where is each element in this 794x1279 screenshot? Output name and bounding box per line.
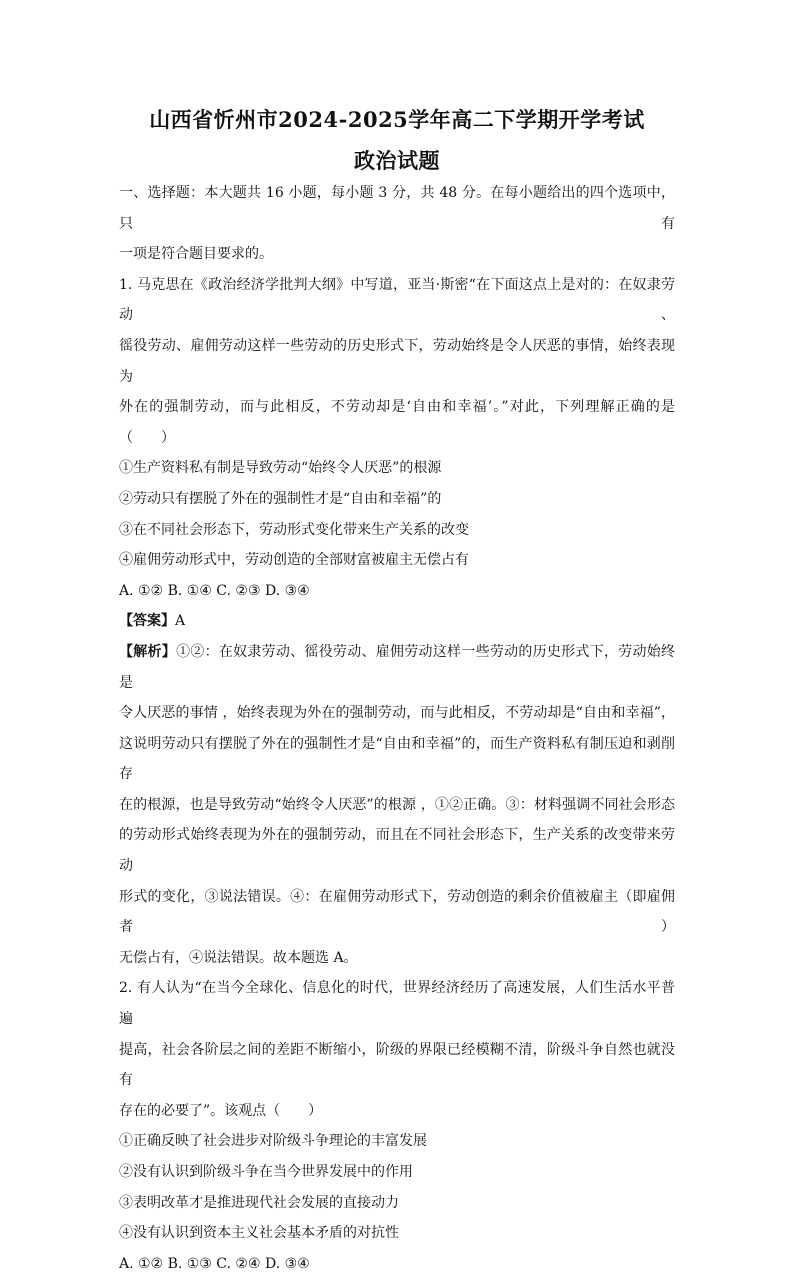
question-1-option: ②劳动只有摆脱了外在的强制性才是“自由和幸福”的 [119, 490, 442, 507]
analysis-label: 【解析】 [119, 643, 177, 660]
document-subtitle: 政治试题 [354, 148, 440, 173]
question-1-analysis-line: 无偿占有，④说法错误。故本题选 A。 [119, 949, 358, 966]
question-2-option: ③表明改革才是推进现代社会发展的直接动力 [119, 1194, 399, 1211]
question-2-option: ②没有认识到阶级斗争在当今世界发展中的作用 [119, 1164, 413, 1180]
question-1-option: ③在不同社会形态下，劳动形式变化带来生产关系的改变 [119, 521, 469, 538]
section-header-line: 一、选择题：本大题共 16 小题，每小题 3 分，共 48 分。在每小题给出的四个选项中，只有 [119, 185, 675, 232]
question-2-option: ④没有认识到资本主义社会基本矛盾的对抗性 [119, 1225, 399, 1242]
question-1-analysis-line: 令人厌恶的事情 ，始终表现为外在的强制劳动，而与此相反，不劳动却是“自由和幸福”， [119, 705, 675, 722]
question-1-answer [119, 606, 675, 637]
question-1-option: ④雇佣劳动形式中，劳动创造的全部财富被雇主无偿占有 [119, 552, 469, 569]
question-2-stem-line: 存在的必要了”。该观点（ ） [119, 1102, 323, 1119]
question-1-analysis-line: 这说明劳动只有摆脱了外在的强制性才是“自由和幸福”的，而生产资料私有制压迫和剥削存 [119, 735, 675, 783]
question-1-stem-line: 1. 马克思在《政治经济学批判大纲》中写道，亚当·斯密“在下面这点上是对的：在奴隶劳动、 [119, 276, 675, 324]
question-1-option: ①生产资料私有制是导致劳动“始终令人厌恶”的根源 [119, 460, 442, 477]
question-1-stem-line: 徭役劳动、雇佣劳动这样一些劳动的历史形式下，劳动始终是令人厌恶的事情，始终表现为 [119, 337, 675, 385]
answer-label: 【答案】 [119, 613, 175, 630]
question-1-stem-line: 外在的强制劳动，而与此相反，不劳动却是‘自由和幸福’。”对此，下列理解正确的是 [119, 399, 675, 416]
question-1-analysis-line: 形式的变化，③说法错误。④：在雇佣劳动形式下，劳动创造的剩余价值被雇主（即雇佣者） [119, 888, 675, 936]
question-1-analysis-line: 在的根源，也是导致劳动“始终令人厌恶”的根源 ，①②正确。③：材料强调不同社会形态 [119, 796, 675, 813]
answer-value: A [175, 613, 186, 630]
question-1-analysis-line: 的劳动形式始终表现为外在的强制劳动，而且在不同社会形态下，生产关系的改变带来劳动 [119, 827, 675, 875]
document-body [119, 178, 675, 1279]
question-2-choices: A. ①② B. ①③ C. ②④ D. ③④ [119, 1255, 310, 1272]
analysis-text: ①②：在奴隶劳动、徭役劳动、雇佣劳动这样一些劳动的历史形式下，劳动始终是 [119, 643, 676, 691]
section-header-line: 一项是符合题目要求的。 [119, 246, 273, 263]
question-1-stem-line: （ ） [119, 429, 175, 446]
question-1-analysis-line [119, 637, 675, 698]
question-1-choices: A. ①② B. ①④ C. ②③ D. ③④ [119, 582, 310, 599]
question-2-stem-line: 2. 有人认为“在当今全球化、信息化的时代，世界经济经历了高速发展，人们生活水平普遍 [119, 980, 675, 1028]
document-title: 山西省忻州市2024-2025学年高二下学期开学考试 [149, 107, 645, 132]
question-2-stem-line: 提高，社会各阶层之间的差距不断缩小，阶级的界限已经模糊不清，阶级斗争自然也就没有 [119, 1041, 675, 1089]
question-2-option: ①正确反映了社会进步对阶级斗争理论的丰富发展 [119, 1133, 427, 1150]
